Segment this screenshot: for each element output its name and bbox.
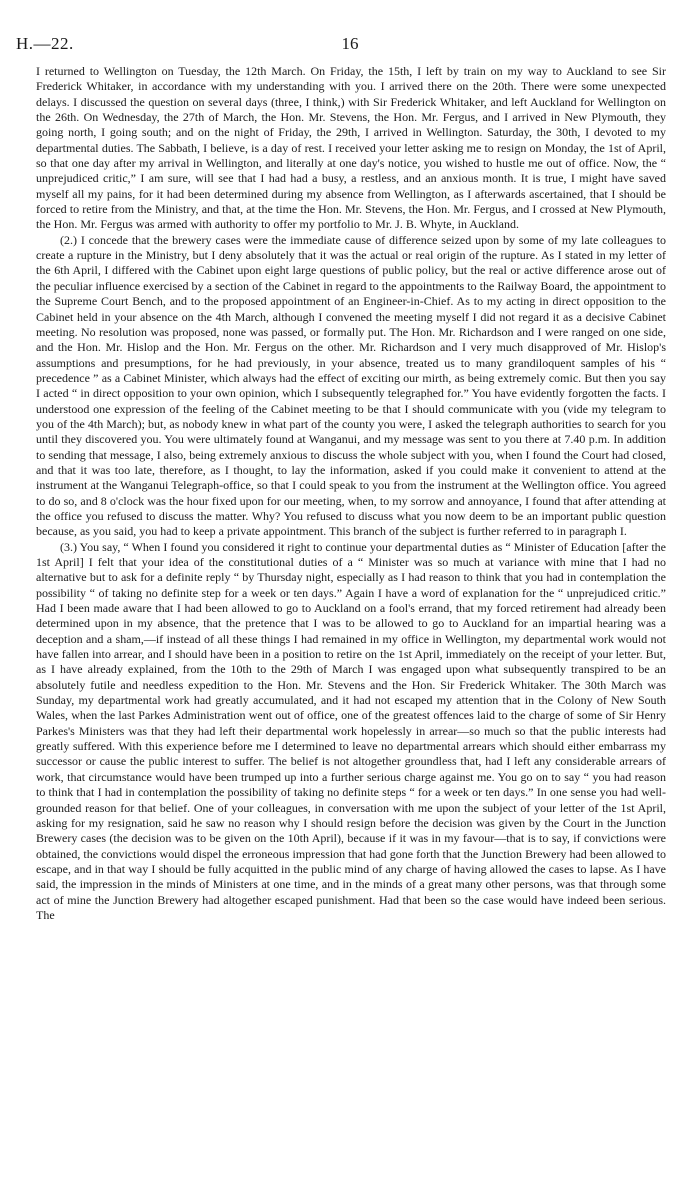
paragraph-3: (3.) You say, “ When I found you considered it right to continue your departmental duties as “ Minister of Education [after the 1st April] I felt that your idea of the constitutional duties of a “ Minister was so much at variance with mine that I had no alternative but to ask for a definite reply “ by Thursday night, especially as I had reason to think that you had in contemplation the possibility “ of taking no definite step for a week or ten days.” Again I have a word of explanation for the “ unprejudiced critic.” Had I been made aware that I had been allowed to go to Auckland on a fool's errand, that my forced retirement had already been determined upon in my absence, that the pretence that I was to be allowed to go to Auckland for an impartial hearing was a deception and a sham,—if instead of all these things I had remained in my office in Wellington, my departmental work would not have fallen into arrear, and I should have been in a position to retire on the 1st April, immediately on the receipt of your letter. But, as I have already explained, from the 10th to the 29th of March I was engaged upon what subsequently transpired to be an absolutely futile and needless expedition to the Hon. Mr. Stevens and the Hon. Sir Frederick Whitaker. The 30th March was Sunday, my departmental work had greatly accumulated, and it had not escaped my attention that in the Colony of New South Wales, when the last Parkes Administration went out of office, one of the greatest offences laid to the charge of some of Sir Henry Parkes's Ministers was that they had left their departmental work hopelessly in arrear—so much so that the public interests had greatly suffered. With this experience before me I determined to leave no departmental arrears which should either embarrass my successor or cause the public interest to suffer. The belief is not altogether groundless that, had I left any considerable arrears of work, that circumstance would have been trumped up into a further serious charge against me. You go on to say “ you had reason to think that I had in contemplation the possibility of taking no definite steps “ for a week or ten days.” In one sense you had well-grounded reason for that belief. One of your colleagues, in conversation with me upon the subject of your letter of the 1st April, asking for my resignation, said he saw no reason why I should resign before the decision was given by the Court in the Junction Brewery cases (the decision was to be given on the 10th April), because if it was in my favour—that is to say, if convictions were obtained, the convictions would dispel the erroneous impression that had gone forth that the Junction Brewery had been allowed to escape, and in that way I should be fully acquitted in the public mind of any charge of having allowed the cases to lapse. As I have said, the impression in the minds of Ministers at one time, and in the minds of a great many other persons, was that through some act of mine the Junction Brewery had altogether escaped punishment. Had that been so the case would have indeed been serious. The bbox=[36, 539, 666, 922]
body-text bbox=[36, 64, 666, 1184]
paragraph-2: (2.) I concede that the brewery cases were the immediate cause of difference seized upon by some of my late colleagues to create a rupture in the Ministry, but I deny absolutely that it was the actual or real origin of the rupture. As I stated in my letter of the 6th April, I differed with the Cabinet upon eight large questions of public policy, but the real or active difference arose out of the peculiar influence exercised by a section of the Cabinet in regard to the appointments to the Railway Board, the appointment to the Supreme Court Bench, and to the proposed appointment of an Engineer-in-Chief. As to my acting in direct opposition to the Cabinet held in your absence on the 4th March, although I convened the meeting myself I did not regard it as a decisive Cabinet meeting. No resolution was proposed, none was passed, or formally put. The Hon. Mr. Richardson and I were ranged on one side, and the Hon. Mr. Hislop and the Hon. Mr. Fergus on the other. Mr. Richardson and I very much disapproved of Mr. Hislop's assumptions and presumptions, for he had previously, in your absence, treated us to many grandiloquent samples of his “ precedence ” as a Cabinet Minister, which always had the effect of exciting our mirth, as being extremely comic. But then you say I acted “ in direct opposition to your own opinion, which I subsequently telegraphed for.” You have evidently forgotten the facts. I understood one expression of the feeling of the Cabinet meeting to be that I should communicate with you (vide my telegram to you of the 4th March); but, as nobody knew in what part of the county you were, I asked the telegraph authorities to search for you until they discovered you. You were ultimately found at Wanganui, and my message was sent to you there at 7.40 p.m. In addition to sending that message, I also, being extremely anxious to discuss the whole subject with you, when I found the Court had closed, and that it was too late, therefore, as I thought, to lay the information, asked if you could make it convenient to attend at the instrument at the Wanganui Telegraph-office, so that I could speak to you from the instrument at the Wellington office. You agreed to do so, and 8 o'clock was the hour fixed upon for our meeting, when, to my sorrow and annoyance, I found that after attending at the office you refused to discuss the matter. Why? You refused to discuss what you now deem to be an important public question because, as you said, you had to keep a private appointment. This branch of the subject is further referred to in paragraph I. bbox=[36, 232, 666, 539]
page-number: 16 bbox=[341, 34, 359, 53]
document-reference: H.—22. bbox=[16, 34, 74, 53]
paragraph-1: I returned to Wellington on Tuesday, the 12th March. On Friday, the 15th, I left by train on my way to Auckland to see Sir Frederick Whitaker, in accordance with my understanding with you. I arrived there on the 20th. There were some unexpected delays. I discussed the question on several days (three, I think,) with Sir Frederick Whitaker, and left Auckland for Wellington on the 26th. On Wednesday, the 27th of March, the Hon. Mr. Stevens, the Hon. Mr. Fergus, and I arrived in New Plymouth, they going north, I going south; and on the night of Friday, the 29th, I arrived in Wellington. Saturday, the 30th, I devoted to my departmental duties. The Sabbath, I believe, is a day of rest. I received your letter asking me to resign on Monday, the 1st of April, so that one day after my arrival in Wellington, and literally at one day's notice, you wished to hustle me out of office. Now, the “ unprejudiced critic,” I am sure, will see that I had had a busy, a restless, and an anxious month. It is true, I might have saved myself all my pains, for it had been determined during my absence from Wellington, as I afterwards ascertained, that I should be forced to retire from the Ministry, and that, at the time the Hon. Mr. Stevens, the Hon. Mr. Fergus, and I crossed at New Plymouth, the Hon. Mr. Fergus was armed with authority to offer my portfolio to Mr. J. B. Whyte, in Auckland. bbox=[36, 64, 666, 232]
page-header bbox=[0, 34, 700, 56]
